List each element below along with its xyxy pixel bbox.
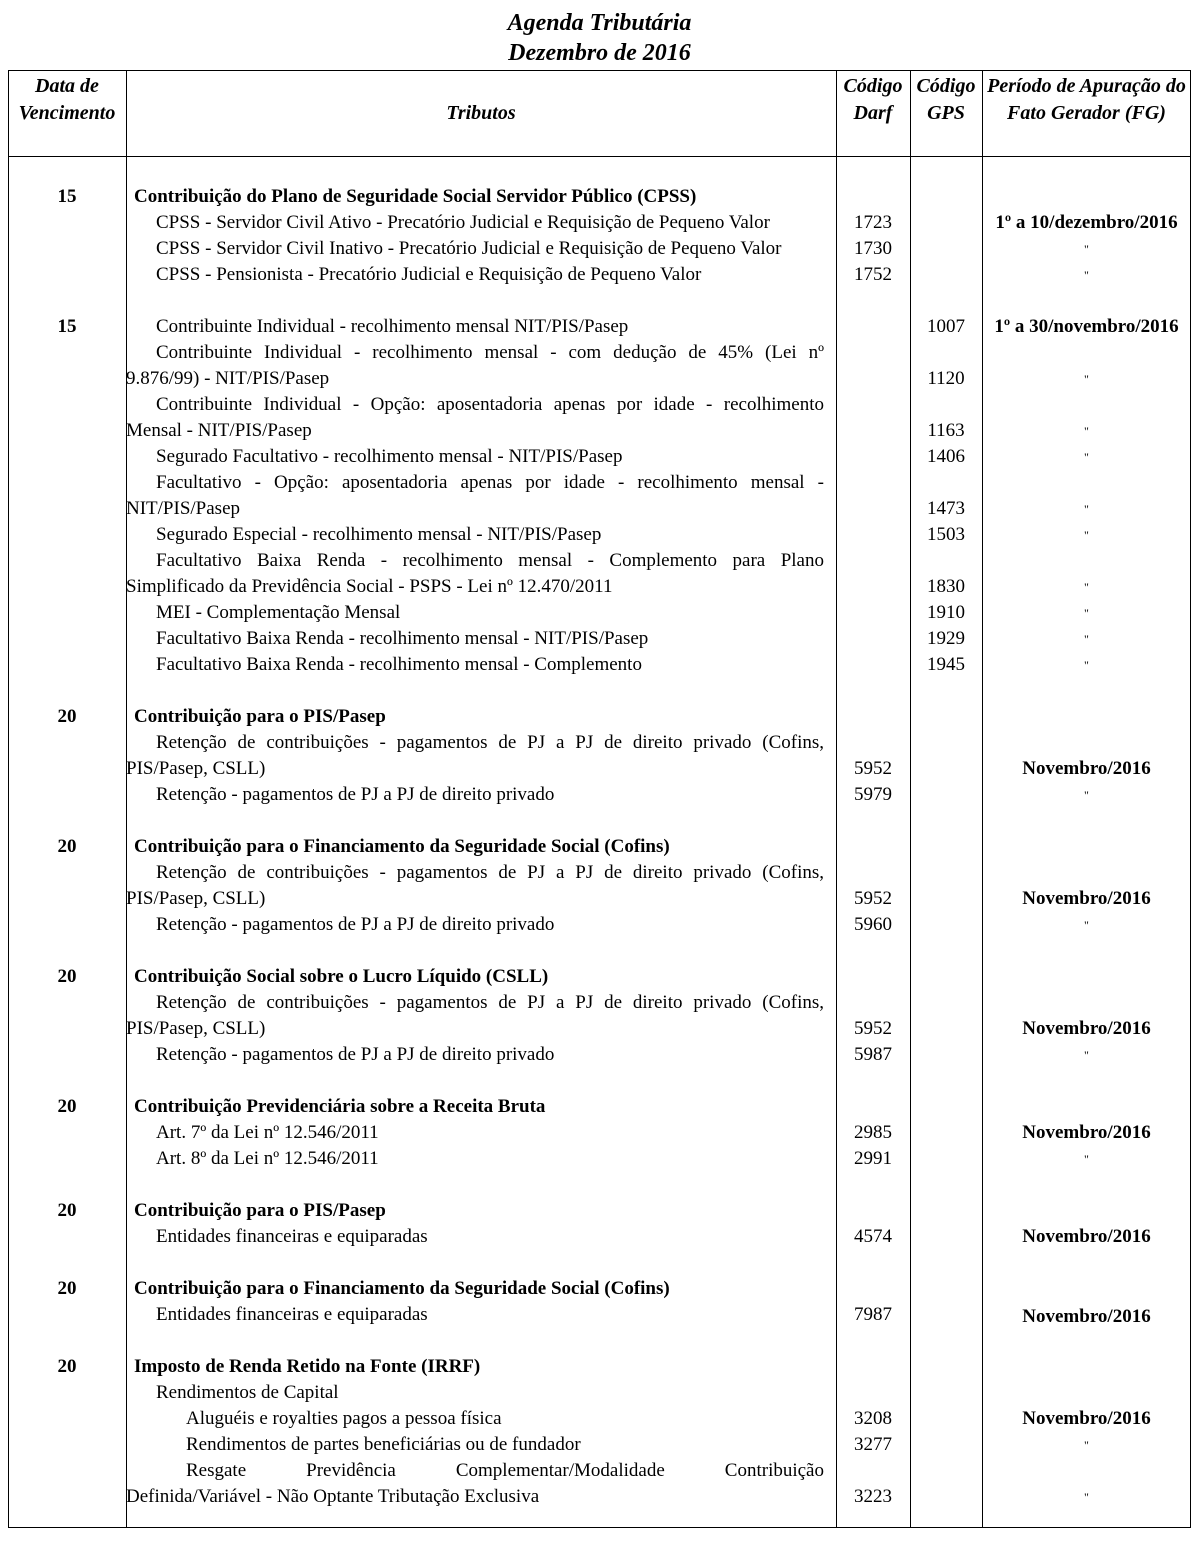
header-divider bbox=[8, 156, 1191, 157]
due-date: 20 bbox=[57, 1278, 77, 1299]
tax-item: CPSS - Servidor Civil Inativo - Precatório Judicial e Requisição de Pequeno Valor bbox=[156, 238, 782, 259]
table-row bbox=[0, 1380, 1199, 1406]
tax-group-title: Contribuição Social sobre o Lucro Líquido (CSLL) bbox=[134, 966, 549, 987]
table-row bbox=[0, 860, 1199, 886]
gps-code: 1406 bbox=[927, 446, 965, 467]
table-row bbox=[0, 1198, 1199, 1224]
tax-item: Contribuinte Individual - recolhimento mensal - com dedução de 45% (Lei nº bbox=[156, 342, 824, 363]
period-ditto: " bbox=[1084, 918, 1089, 932]
tax-group-title: Contribuição para o Financiamento da Seguridade Social (Cofins) bbox=[134, 836, 670, 857]
table-row bbox=[0, 756, 1199, 782]
table-row bbox=[0, 210, 1199, 236]
period-ditto: " bbox=[1084, 424, 1089, 438]
table-row bbox=[0, 1120, 1199, 1146]
tax-item: Entidades financeiras e equiparadas bbox=[156, 1304, 428, 1325]
tax-item: Retenção de contribuições - pagamentos de PJ a PJ de direito privado (Cofins, bbox=[156, 732, 824, 753]
darf-code: 7987 bbox=[854, 1304, 892, 1325]
table-row bbox=[0, 1406, 1199, 1432]
table-row bbox=[0, 1484, 1199, 1510]
tax-item: PIS/Pasep, CSLL) bbox=[126, 888, 266, 909]
table-row bbox=[0, 444, 1199, 470]
darf-code: 5952 bbox=[854, 1018, 892, 1039]
header-date: Data de Vencimento bbox=[18, 75, 116, 124]
period: 1º a 30/novembro/2016 bbox=[994, 316, 1179, 337]
tax-group-title: Contribuição Previdenciária sobre a Receita Bruta bbox=[134, 1096, 546, 1117]
tax-item: Mensal - NIT/PIS/Pasep bbox=[126, 420, 312, 441]
darf-code: 2991 bbox=[854, 1148, 892, 1169]
period-ditto: " bbox=[1084, 528, 1089, 542]
table-row bbox=[0, 990, 1199, 1016]
gps-code: 1007 bbox=[927, 316, 965, 337]
table-row bbox=[0, 1276, 1199, 1302]
period: 1º a 10/dezembro/2016 bbox=[995, 212, 1178, 233]
tax-item: Retenção de contribuições - pagamentos de PJ a PJ de direito privado (Cofins, bbox=[156, 862, 824, 883]
gps-code: 1473 bbox=[927, 498, 965, 519]
tax-item: Contribuinte Individual - recolhimento mensal NIT/PIS/Pasep bbox=[156, 316, 629, 337]
table-row bbox=[0, 1042, 1199, 1068]
gps-code: 1503 bbox=[927, 524, 965, 545]
tax-item: Facultativo Baixa Renda - recolhimento mensal - Complemento para Plano bbox=[156, 550, 824, 571]
darf-code: 1723 bbox=[854, 212, 892, 233]
header-gps: Código GPS bbox=[916, 75, 976, 124]
tax-item: Retenção - pagamentos de PJ a PJ de direito privado bbox=[156, 1044, 555, 1065]
table-row bbox=[0, 782, 1199, 808]
table-row bbox=[0, 1432, 1199, 1458]
tax-item: NIT/PIS/Pasep bbox=[126, 498, 240, 519]
tax-group-title: Contribuição para o PIS/Pasep bbox=[134, 1200, 386, 1221]
gps-code: 1120 bbox=[927, 368, 965, 389]
tax-item: Rendimentos de Capital bbox=[156, 1382, 339, 1403]
table-row bbox=[0, 730, 1199, 756]
period-ditto: " bbox=[1084, 502, 1089, 516]
tax-item: Art. 8º da Lei nº 12.546/2011 bbox=[156, 1148, 379, 1169]
period-ditto: " bbox=[1084, 1152, 1089, 1166]
page-subtitle: Dezembro de 2016 bbox=[508, 40, 691, 66]
gps-code: 1830 bbox=[927, 576, 965, 597]
tax-item: Resgate Previdência Complementar/Modalidade Contribuição bbox=[186, 1460, 824, 1481]
table-row bbox=[0, 366, 1199, 392]
tax-item: Art. 7º da Lei nº 12.546/2011 bbox=[156, 1122, 379, 1143]
period-ditto: " bbox=[1084, 658, 1089, 672]
darf-code: 5952 bbox=[854, 888, 892, 909]
tax-item: Segurado Especial - recolhimento mensal - NIT/PIS/Pasep bbox=[156, 524, 602, 545]
tax-item: PIS/Pasep, CSLL) bbox=[126, 1018, 266, 1039]
table-row bbox=[0, 600, 1199, 626]
darf-code: 5979 bbox=[854, 784, 892, 805]
tax-item: CPSS - Servidor Civil Ativo - Precatório Judicial e Requisição de Pequeno Valor bbox=[156, 212, 770, 233]
tax-item: Rendimentos de partes beneficiárias ou de fundador bbox=[186, 1434, 581, 1455]
period: Novembro/2016 bbox=[1022, 1226, 1151, 1247]
due-date: 20 bbox=[57, 706, 77, 727]
darf-code: 3208 bbox=[854, 1408, 892, 1429]
darf-code: 3277 bbox=[854, 1434, 892, 1455]
table-row bbox=[0, 1146, 1199, 1172]
tax-item: Retenção - pagamentos de PJ a PJ de direito privado bbox=[156, 914, 555, 935]
table-row bbox=[0, 1224, 1199, 1250]
header-periodo: Período de Apuração do Fato Gerador (FG) bbox=[987, 75, 1186, 124]
period-ditto: " bbox=[1084, 1438, 1089, 1452]
table-row bbox=[0, 548, 1199, 574]
table-row bbox=[0, 626, 1199, 652]
table-row bbox=[0, 418, 1199, 444]
tax-item: Retenção - pagamentos de PJ a PJ de direito privado bbox=[156, 784, 555, 805]
gps-code: 1945 bbox=[927, 654, 965, 675]
period-ditto: " bbox=[1084, 372, 1089, 386]
table-row bbox=[0, 1302, 1199, 1328]
period-ditto: " bbox=[1084, 242, 1089, 256]
table-row bbox=[0, 834, 1199, 860]
table-row bbox=[0, 1094, 1199, 1120]
table-row bbox=[0, 340, 1199, 366]
gps-code: 1910 bbox=[927, 602, 965, 623]
tax-group-title: Imposto de Renda Retido na Fonte (IRRF) bbox=[134, 1356, 481, 1377]
tax-item: Segurado Facultativo - recolhimento mensal - NIT/PIS/Pasep bbox=[156, 446, 623, 467]
period-ditto: " bbox=[1084, 1048, 1089, 1062]
tax-item: 9.876/99) - NIT/PIS/Pasep bbox=[126, 368, 330, 389]
table-row bbox=[0, 1016, 1199, 1042]
page-title: Agenda Tributária bbox=[507, 10, 692, 36]
tax-group-title: Contribuição para o Financiamento da Seguridade Social (Cofins) bbox=[134, 1278, 670, 1299]
period-ditto: " bbox=[1084, 268, 1089, 282]
darf-code: 3223 bbox=[854, 1486, 892, 1507]
table-row bbox=[0, 262, 1199, 288]
period: Novembro/2016 bbox=[1022, 1122, 1151, 1143]
due-date: 15 bbox=[57, 316, 77, 337]
table-row bbox=[0, 574, 1199, 600]
period-ditto: " bbox=[1084, 632, 1089, 646]
due-date: 20 bbox=[57, 966, 77, 987]
due-date: 20 bbox=[57, 1096, 77, 1117]
tax-item: Aluguéis e royalties pagos a pessoa física bbox=[186, 1408, 502, 1429]
table-row bbox=[0, 912, 1199, 938]
darf-code: 4574 bbox=[854, 1226, 892, 1247]
tax-item: PIS/Pasep, CSLL) bbox=[126, 758, 266, 779]
period: Novembro/2016 bbox=[1022, 758, 1151, 779]
table-row bbox=[0, 314, 1199, 340]
period-ditto: " bbox=[1084, 580, 1089, 594]
table-row bbox=[0, 1354, 1199, 1380]
table-row bbox=[0, 470, 1199, 496]
gps-code: 1163 bbox=[927, 420, 965, 441]
table-row bbox=[0, 392, 1199, 418]
darf-code: 2985 bbox=[854, 1122, 892, 1143]
tax-item: MEI - Complementação Mensal bbox=[156, 602, 401, 623]
tax-item: Facultativo - Opção: aposentadoria apenas por idade - recolhimento mensal - bbox=[156, 472, 824, 493]
period: Novembro/2016 bbox=[1022, 1018, 1151, 1039]
due-date: 20 bbox=[57, 1356, 77, 1377]
tax-group-title: Contribuição para o PIS/Pasep bbox=[134, 706, 386, 727]
tax-item: Facultativo Baixa Renda - recolhimento mensal - Complemento bbox=[156, 654, 642, 675]
table-row bbox=[0, 652, 1199, 678]
tax-item: Simplificado da Previdência Social - PSPS - Lei nº 12.470/2011 bbox=[126, 576, 613, 597]
period-ditto: " bbox=[1084, 450, 1089, 464]
period: Novembro/2016 bbox=[1022, 1306, 1151, 1327]
tax-item: CPSS - Pensionista - Precatório Judicial e Requisição de Pequeno Valor bbox=[156, 264, 702, 285]
table-row bbox=[0, 964, 1199, 990]
due-date: 15 bbox=[57, 186, 77, 207]
darf-code: 5952 bbox=[854, 758, 892, 779]
period: Novembro/2016 bbox=[1022, 888, 1151, 909]
period-ditto: " bbox=[1084, 1490, 1089, 1504]
tax-item: Retenção de contribuições - pagamentos de PJ a PJ de direito privado (Cofins, bbox=[156, 992, 824, 1013]
darf-code: 5960 bbox=[854, 914, 892, 935]
table-row bbox=[0, 1458, 1199, 1484]
header-tributos: Tributos bbox=[446, 102, 516, 124]
darf-code: 1752 bbox=[854, 264, 892, 285]
tax-item: Facultativo Baixa Renda - recolhimento mensal - NIT/PIS/Pasep bbox=[156, 628, 649, 649]
table-row bbox=[0, 236, 1199, 262]
table-row bbox=[0, 704, 1199, 730]
tax-item: Entidades financeiras e equiparadas bbox=[156, 1226, 428, 1247]
table-row bbox=[0, 522, 1199, 548]
due-date: 20 bbox=[57, 1200, 77, 1221]
tax-item: Contribuinte Individual - Opção: aposentadoria apenas por idade - recolhimento bbox=[156, 394, 824, 415]
gps-code: 1929 bbox=[927, 628, 965, 649]
period-ditto: " bbox=[1084, 788, 1089, 802]
header-darf: Código Darf bbox=[843, 75, 903, 124]
table-row bbox=[0, 496, 1199, 522]
period: Novembro/2016 bbox=[1022, 1408, 1151, 1429]
tax-item: Definida/Variável - Não Optante Tributação Exclusiva bbox=[126, 1486, 540, 1507]
tax-group-title: Contribuição do Plano de Seguridade Social Servidor Público (CPSS) bbox=[134, 186, 697, 207]
period-ditto: " bbox=[1084, 606, 1089, 620]
table-row bbox=[0, 184, 1199, 210]
table-row bbox=[0, 886, 1199, 912]
darf-code: 5987 bbox=[854, 1044, 892, 1065]
darf-code: 1730 bbox=[854, 238, 892, 259]
due-date: 20 bbox=[57, 836, 77, 857]
